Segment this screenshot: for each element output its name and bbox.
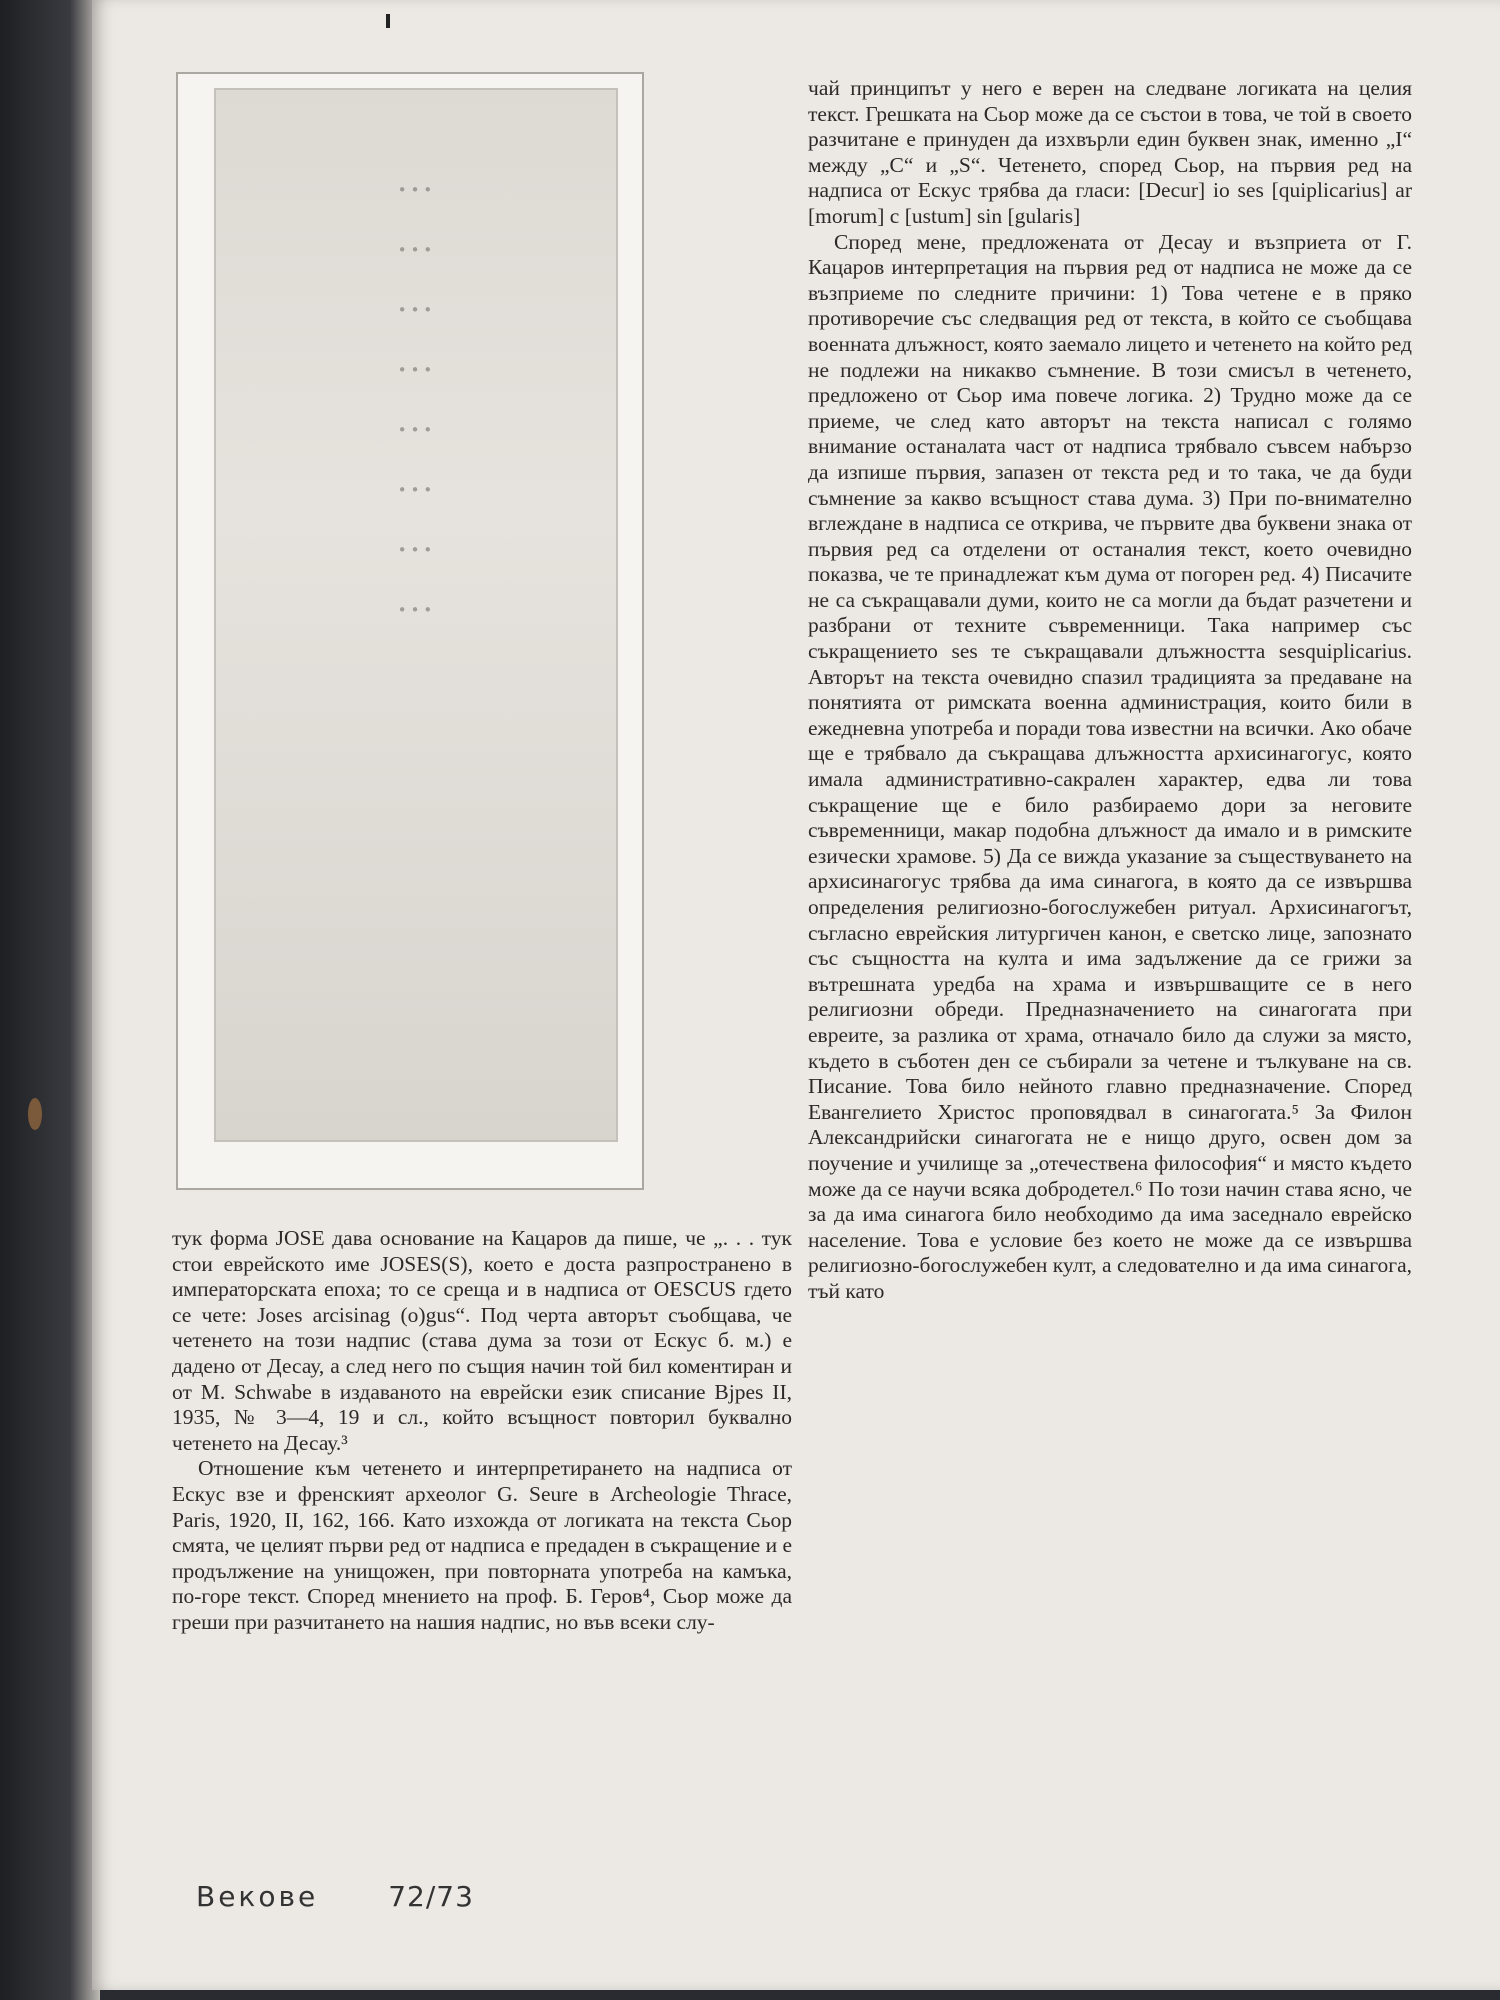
right-column	[808, 76, 1412, 1305]
inscription-line: ...	[396, 580, 436, 620]
journal-name: Векове	[196, 1880, 319, 1913]
paragraph: Според мене, предложената от Десау и възприета от Г. Кацаров интерпретация на първия ред от надписа не може да се възприеме по следните причини: 1) Това четене е в пряко противоречие със следващия ред от текста, в който се съобщава военната длъжност, която заемало лицето и четенето на който ред не подлежи на никакво съмнение. В този смисъл в четенето, предложено от Сьор има повече логика. 2) Трудно може да се приеме, че след като авторът на текста написал с голямо внимание останалата част от надписа трябвало съвсем набързо да изпише първия, запазен от текста ред и то така, че да буди съмнение за какво всъщност става дума. 3) При по-внимателно вглеждане в надписа се открива, че първите два буквени знака от първия ред са отделени от останалия текст, което очевидно показва, че те принадлежат към дума от погорен ред. 4) Писачите не са съкращавали думи, които не са могли да бъдат разчетени и разбрани от техните съвременници. Така например със съкращението ses те съкращавали длъжността sesquiplicarius. Авторът на текста очевидно спазил традицията за предаване на понятията от римската военна администрация, които били в ежедневна употреба и поради това известни на всички. Ако обаче ще е трябвало да съкращава длъжността архисинагогус, която имала административно-сакрален характер, едва ли това съкращение ще е било разбираемо дори за неговите съвременници, макар подобна длъжност да имало и в римските езически храмове. 5) Да се вижда указание за съществуването на архисинагогус трябва да има синагога, в която да се извършва определения религиозно-богослужебен ритуал. Архисинагогът, съгласно еврейския литургичен канон, е светско лице, запознато със същността на култа и има задължение да се грижи за вътрешната уредба на храма и извършващите се в него религиозни обреди. Предназначението на синагогата при евреите, за разлика от храма, отначало било да служи за място, където в съботен ден се събирали за четене и тълкуване на св. Писание. Това било нейното главно предназначение. Според Евангелието Христос проповядвал в синагогата.⁵ За Филон Александрийски синагогата не е нищо друго, освен дом за поучение и училище за „отечествена философия“ и място където може да се научи всяка добродетел.⁶ По този начин става ясно, че за да има синагога било необходимо да има заседнало еврейско население. Това е условие без което не може да се извършва религиозно-богослужебен култ, а следователно и да има синагога, тъй като	[808, 229, 1412, 1303]
binding-edge	[0, 0, 100, 2000]
inscription-line: ...	[396, 160, 436, 200]
inscription-photo	[176, 72, 644, 1190]
paragraph: тук форма JOSE дава основание на Кацаров да пише, че „. . . тук стои еврейското име JOSES(S), което е доста разпространено в императорската епоха; то се среща и в надписа от OESCUS гдето се чете: Joses arcisinag (o)gus“. Под черта авторът съобщава, че четенето на този надпис (става дума за този от Ескус б. м.) е дадено от Десау, а след него по същия начин той бил коментиран и от М. Schwabe в издаваното на еврейски език списание Bjpes II, 1935, № 3—4, 19 и сл., който всъщност повторил буквално четенето на Десау.³	[172, 1226, 792, 1455]
ink-mark	[386, 14, 390, 28]
page-footer	[196, 1880, 474, 1913]
inscription-line: ...	[396, 520, 436, 560]
left-column-lower	[172, 1226, 792, 1636]
inscription-line: ...	[396, 220, 436, 260]
inscription-line: ...	[396, 340, 436, 380]
binding-hole	[28, 1098, 42, 1130]
paragraph: чай принципът у него е верен на следване логиката на целия текст. Грешката на Сьор може да се състои в това, че той в своето разчитане е принуден да изхвърли един буквен знак, именно „I“ между „C“ и „S“. Четенето, според Сьор, на първия ред на надписа от Ескус трябва да гласи: [Decur] io ses [quiplicarius] ar [morum] c [ustum] sin [gularis]	[808, 76, 1412, 228]
inscription-line: ...	[396, 400, 436, 440]
paragraph: Отношение към четенето и интерпретирането на надписа от Ескус взе и френският археолог G. Seure в Archeologie Thrace, Paris, 1920, II, 162, 166. Като изхожда от логиката на текста Сьор смята, че целият първи ред от надписа е предаден в съкращение и е продължение на унищожен, при повторната употреба на камъка, по-горе текст. Според мнението на проф. Б. Геров⁴, Сьор може да греши при разчитането на нашия надпис, но във всеки слу-	[172, 1456, 793, 1634]
issue-number: 72/73	[388, 1880, 474, 1913]
inscription-line: ...	[396, 280, 436, 320]
stone-slab	[214, 88, 618, 1142]
inscription-line: ...	[396, 460, 436, 500]
